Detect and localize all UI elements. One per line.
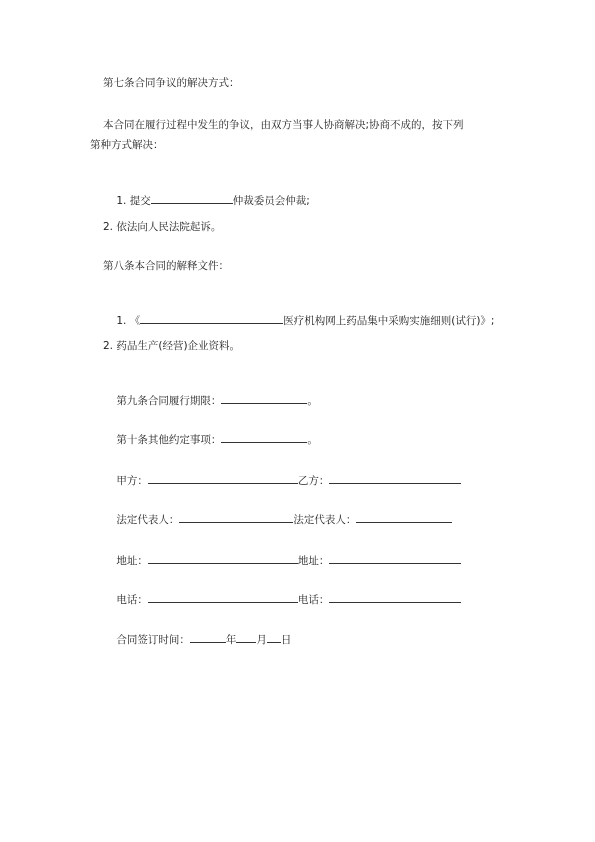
article7-item1-prefix: 1. 提交 — [116, 195, 151, 207]
article8-item1-suffix: 医疗机构网上药品集中采购实施细则(试行)》; — [283, 315, 495, 327]
telephone-b-label: 电话： — [297, 594, 330, 606]
article8-item1 — [103, 298, 494, 342]
article10-suffix: 。 — [307, 434, 318, 446]
article8-item1-prefix: 1. 《 — [116, 315, 141, 327]
interpretation-document-blank[interactable] — [140, 312, 283, 324]
telephone-a-blank[interactable] — [148, 591, 298, 603]
article7-body-line2: 第种方式解决： — [90, 139, 164, 151]
article9-label: 第九条合同履行期限： — [116, 395, 222, 407]
party-b-label: 乙方： — [297, 475, 330, 487]
article8-title: 第八条本合同的解释文件： — [103, 260, 229, 272]
address-b-blank[interactable] — [329, 552, 461, 564]
signing-date-label: 合同签订时间： — [116, 634, 190, 646]
article10-label: 第十条其他约定事项： — [116, 434, 222, 446]
signing-month-label: 月 — [256, 634, 267, 646]
party-a-blank[interactable] — [148, 472, 298, 484]
article7-body-line1: 本合同在履行过程中发生的争议，由双方当事人协商解决;协商不成的，按下列 — [103, 119, 464, 131]
signing-day-label: 日 — [280, 634, 292, 646]
signing-year-blank[interactable] — [190, 631, 226, 643]
arbitration-commission-blank[interactable] — [151, 192, 233, 204]
party-b-blank[interactable] — [329, 472, 461, 484]
legal-rep-row — [103, 497, 452, 541]
other-agreements-blank[interactable] — [221, 431, 307, 443]
signing-month-blank[interactable] — [236, 631, 256, 643]
article8-item2: 2. 药品生产(经营)企业资料。 — [103, 340, 241, 352]
signing-day-blank[interactable] — [267, 631, 281, 643]
address-b-label: 地址： — [297, 555, 330, 567]
address-a-label: 地址： — [116, 555, 148, 567]
article9-suffix: 。 — [307, 395, 318, 407]
party-a-row — [103, 458, 461, 502]
article7-item2: 2. 依法向人民法院起诉。 — [103, 221, 222, 233]
telephone-a-label: 电话： — [116, 594, 148, 606]
address-row — [103, 538, 461, 582]
party-a-label: 甲方： — [116, 475, 148, 487]
legal-rep-b-label: 法定代表人： — [293, 514, 357, 526]
signing-year-label: 年 — [225, 634, 237, 646]
signing-date-row — [103, 617, 291, 661]
telephone-row — [103, 577, 461, 621]
article7-title: 第七条合同争议的解决方式： — [103, 77, 240, 89]
article10 — [103, 417, 318, 461]
article7-item1-suffix: 仲裁委员会仲裁; — [232, 195, 310, 207]
legal-rep-a-blank[interactable] — [179, 511, 293, 523]
article9 — [103, 378, 318, 422]
performance-period-blank[interactable] — [221, 392, 307, 404]
legal-rep-a-label: 法定代表人： — [116, 514, 180, 526]
address-a-blank[interactable] — [148, 552, 298, 564]
telephone-b-blank[interactable] — [329, 591, 461, 603]
legal-rep-b-blank[interactable] — [356, 511, 452, 523]
article7-item1 — [103, 178, 310, 222]
